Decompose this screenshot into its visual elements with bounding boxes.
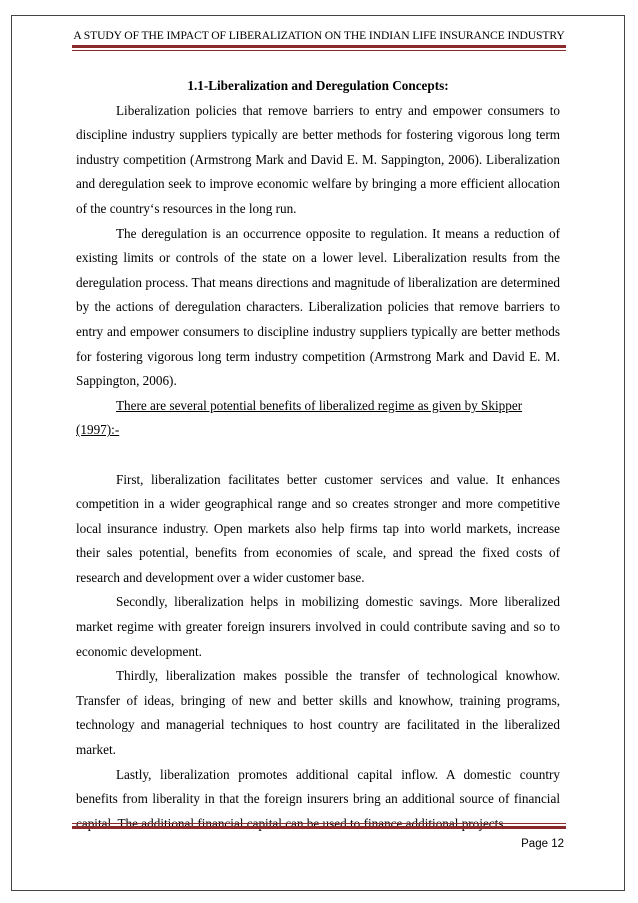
document-body — [76, 74, 560, 836]
section-title: 1.1-Liberalization and Deregulation Concepts: — [187, 78, 449, 93]
blank-line — [76, 443, 560, 468]
footer-rule-thick — [72, 826, 566, 829]
paragraph-deregulation: The deregulation is an occurrence opposite to regulation. It means a reduction of existing limits or controls of the state on a lower level. Liberalization results from the deregulation process. That means directions and magnitude of liberalization are determined by the actions of deregulation characters. Liberalization policies that remove barriers to entry and empower consumers to discipline industry suppliers typically are better methods for fostering vigorous long term industry competition (Armstrong Mark and David E. M. Sappington, 2006). — [76, 225, 560, 389]
header-rule-thick — [72, 45, 566, 48]
paragraph-first-benefit: First, liberalization facilitates better customer services and value. It enhances competition in a wider geographical range and so creates stronger and more competitive local insurance industry. Open markets also help firms tap into world markets, increase their sales potential, benefits from economies of scale, and spread the fixed costs of research and development over a wider customer base. — [76, 471, 560, 585]
page-number: Page 12 — [521, 838, 564, 850]
running-header: A STUDY OF THE IMPACT OF LIBERALIZATION ON THE INDIAN LIFE INSURANCE INDUSTRY — [73, 29, 565, 42]
paragraph-third-benefit: Thirdly, liberalization makes possible the transfer of technological knowhow. Transfer of ideas, bringing of new and better skills and knowhow, training programs, technology and managerial techniques to host country are facilitated in the liberalized market. — [76, 668, 560, 758]
paragraph-liberalization-policies: Liberalization policies that remove barriers to entry and empower consumers to discipline industry suppliers typically are better methods for fostering vigorous long term industry competition (Armstrong Mark and David E. M. Sappington, 2006). Liberalization and deregulation seek to improve economic welfare by bringing a more efficient allocation of the country‘s resources in the long run. — [76, 102, 560, 216]
paragraph-fourth-benefit: Lastly, liberalization promotes additional capital inflow. A domestic country benefits from liberality in that the foreign insurers bring an additional source of financial be — [76, 766, 560, 831]
header-rule-thin — [72, 50, 566, 51]
paragraph-benefits-intro: There are several potential benefits of liberalized regime as given by Skipper (1997):- — [76, 397, 523, 438]
footer-rule-thin — [72, 823, 566, 824]
paragraph-second-benefit: Secondly, liberalization helps in mobilizing domestic savings. More liberalized market regime with greater foreign insurers involved in could contribute saving and so to economic development. — [76, 594, 560, 659]
